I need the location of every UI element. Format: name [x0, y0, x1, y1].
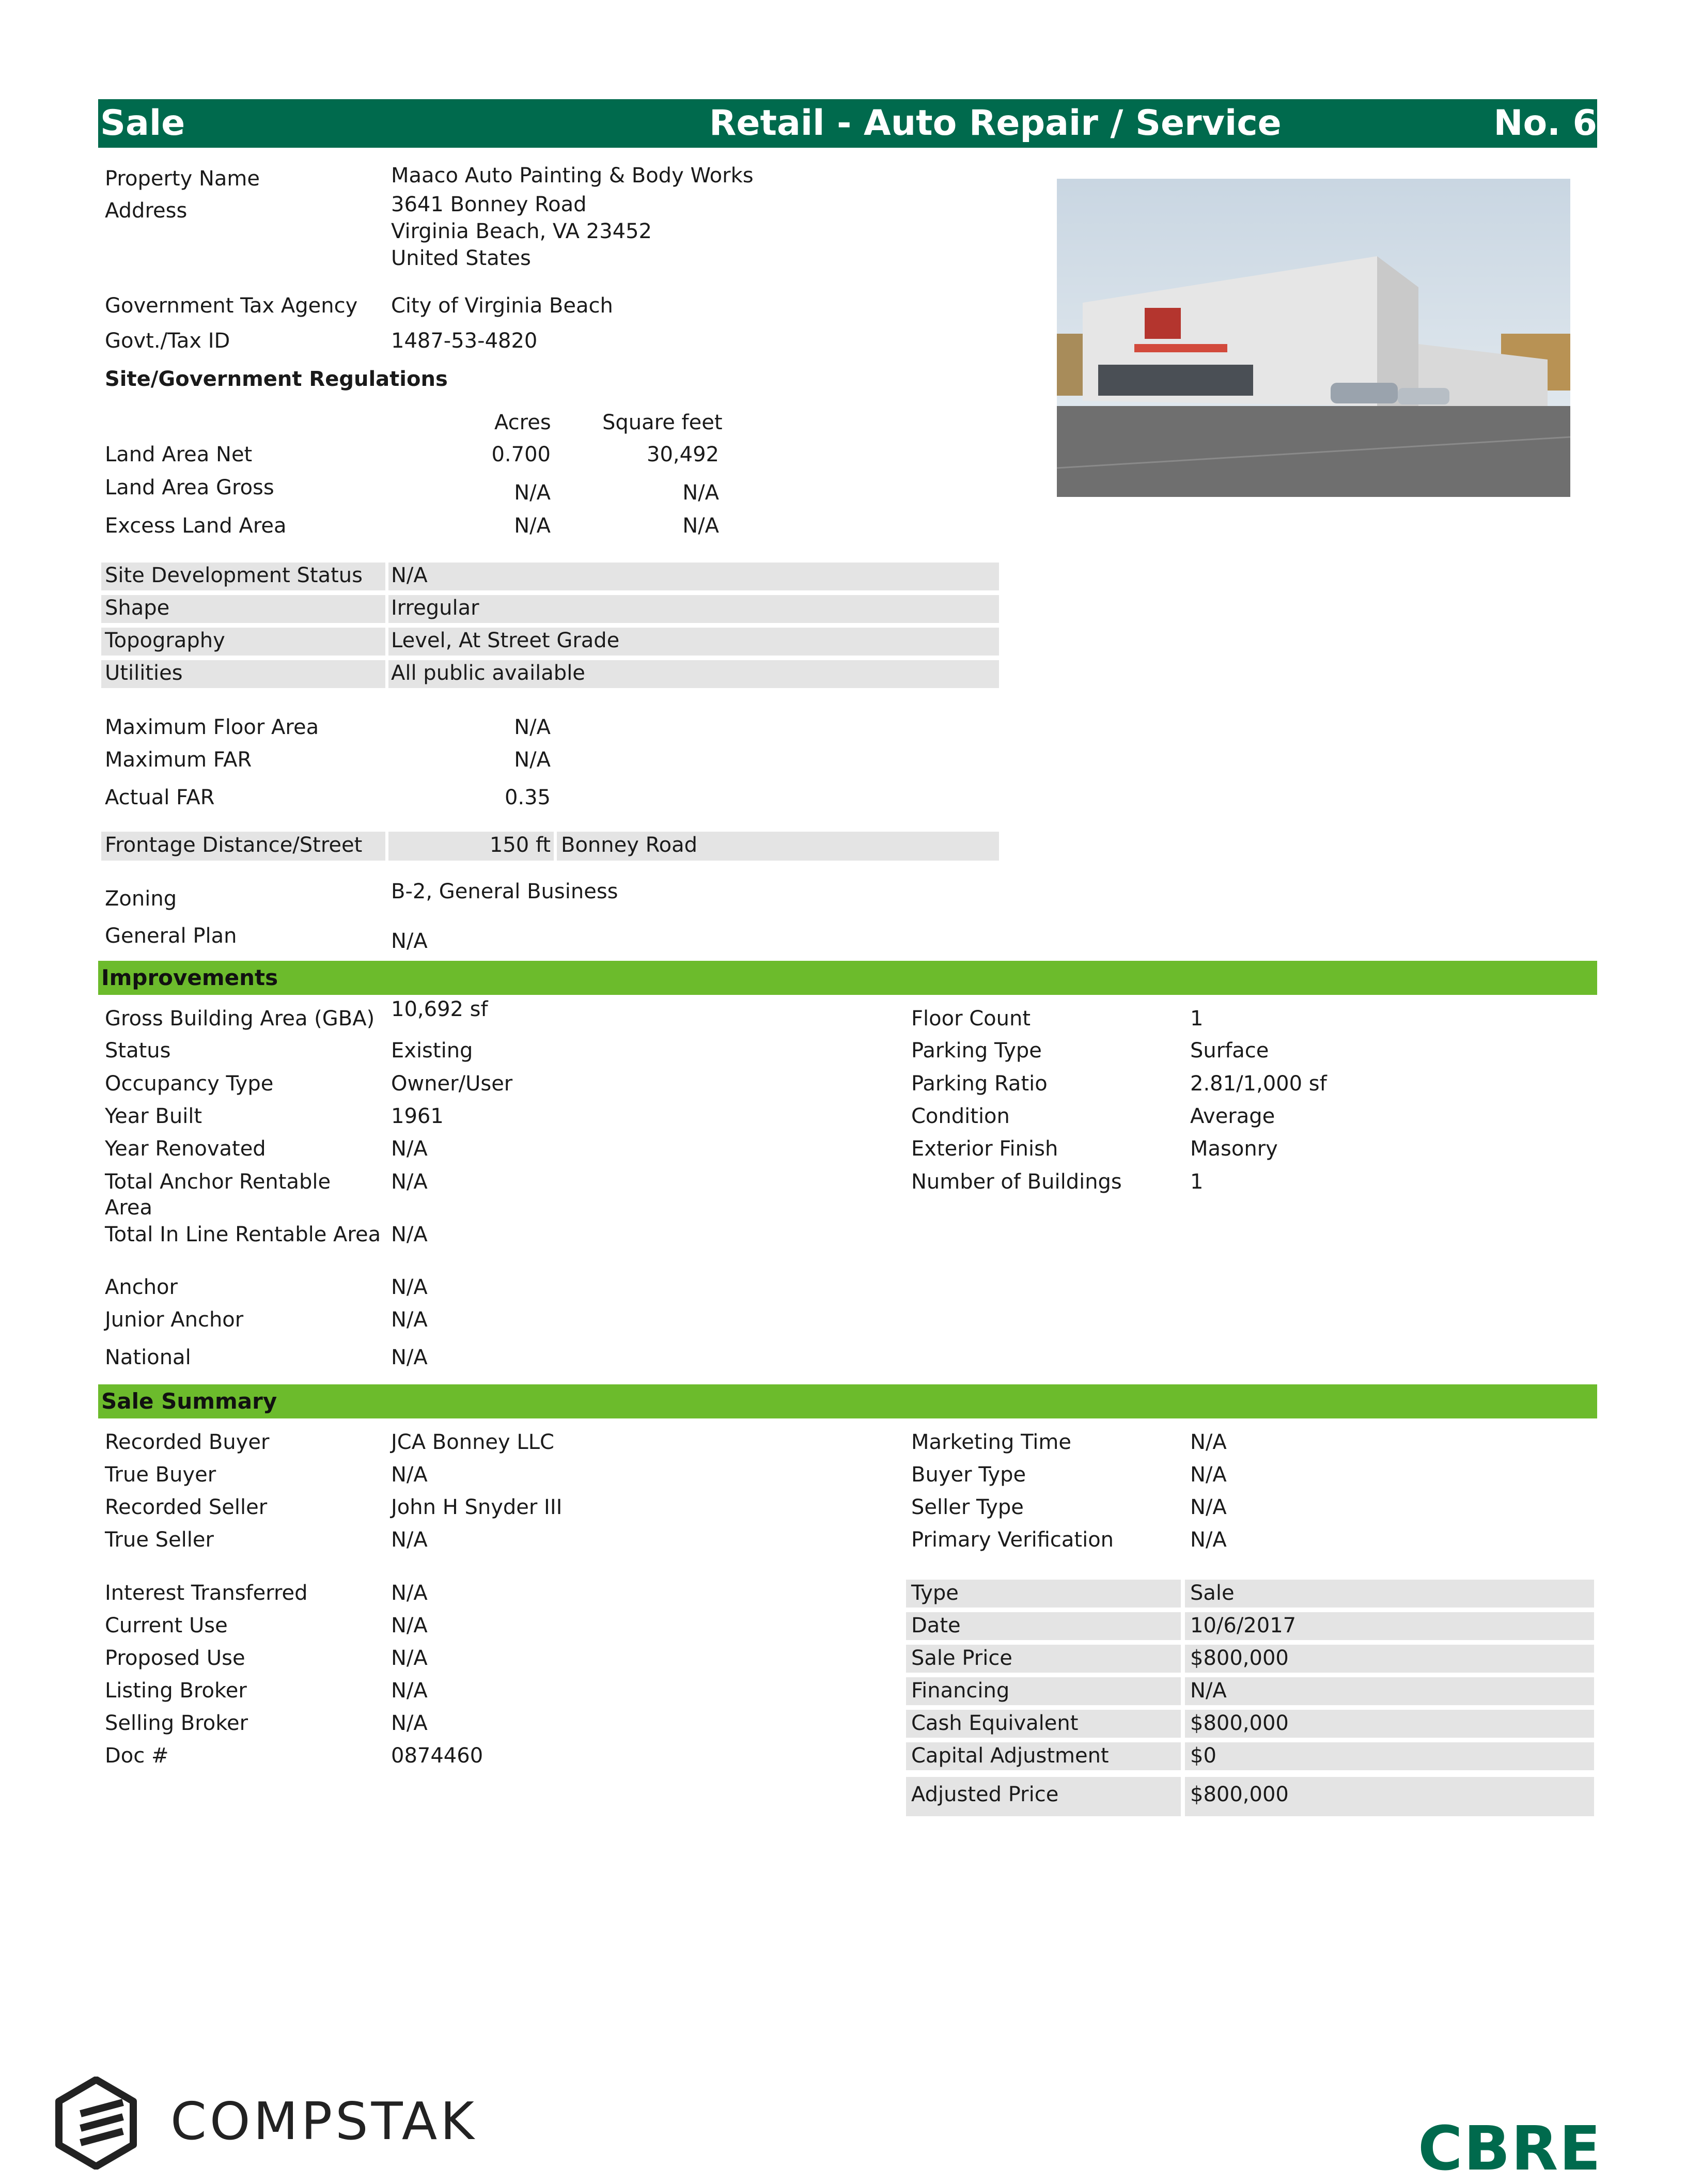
frontage-value: 150 ft [489, 833, 551, 857]
zoning-label: Zoning [105, 887, 177, 911]
improvement-value: 10,692 sf [391, 997, 488, 1021]
land-label: Land Area Net [105, 443, 253, 466]
improvement-value: 2.81/1,000 sf [1190, 1072, 1327, 1096]
transaction-label: Financing [911, 1679, 1010, 1703]
sale-label: Buyer Type [911, 1463, 1026, 1487]
improvement-label: Occupancy Type [105, 1072, 274, 1096]
improvement-value: N/A [391, 1170, 428, 1194]
improvement-value: N/A [391, 1346, 428, 1369]
sale-value: N/A [1190, 1430, 1227, 1454]
header-number: No. 6 [1493, 103, 1597, 144]
improvement-value: Average [1190, 1104, 1275, 1128]
improvement-label: Total Anchor Rentable [105, 1170, 331, 1194]
improvement-value: Masonry [1190, 1137, 1278, 1161]
sale-value: N/A [1190, 1463, 1227, 1487]
improvement-label: National [105, 1346, 191, 1369]
land-sqft: N/A [682, 481, 719, 505]
improvement-value: Owner/User [391, 1072, 513, 1096]
transaction-value: 10/6/2017 [1190, 1614, 1297, 1637]
sale-value: N/A [391, 1528, 428, 1552]
gray-cell [1185, 1677, 1594, 1705]
tax-id: 1487-53-4820 [391, 329, 538, 353]
dev-label: Utilities [105, 661, 183, 685]
improvement-label: Number of Buildings [911, 1170, 1122, 1194]
transaction-value: N/A [1190, 1679, 1227, 1703]
dev-label: Site Development Status [105, 564, 363, 587]
improvement-value: Surface [1190, 1039, 1269, 1063]
improvement-label: Exterior Finish [911, 1137, 1058, 1161]
gray-cell [388, 595, 999, 623]
gray-cell [388, 563, 999, 590]
cbre-logo: CBRE [1418, 2113, 1602, 2184]
improvement-label: Total In Line Rentable Area [105, 1223, 381, 1246]
col-acres: Acres [494, 411, 551, 434]
land-label: Land Area Gross [105, 476, 274, 500]
address-line1: 3641 Bonney Road [391, 193, 587, 216]
improvement-label: Anchor [105, 1275, 178, 1299]
improvements-section [98, 961, 1597, 995]
dev-value: N/A [391, 564, 428, 587]
tax-agency-label: Government Tax Agency [105, 294, 358, 318]
improvement-label-cont: Area [105, 1196, 153, 1220]
address-line3: United States [391, 246, 531, 270]
sale-value: John H Snyder III [391, 1495, 563, 1519]
sale-value: N/A [391, 1463, 428, 1487]
land-acres: 0.700 [491, 443, 551, 466]
tax-agency: City of Virginia Beach [391, 294, 613, 318]
improvement-value: N/A [391, 1308, 428, 1332]
improvement-label: Parking Ratio [911, 1072, 1048, 1096]
sale-label: Marketing Time [911, 1430, 1071, 1454]
frontage-label: Frontage Distance/Street [105, 833, 363, 857]
sale-value: N/A [391, 1581, 428, 1605]
improvements-title: Improvements [101, 965, 278, 990]
dev-value: Irregular [391, 596, 479, 620]
improvement-label: Gross Building Area (GBA) [105, 1007, 375, 1031]
col-sqft: Square feet [602, 411, 723, 434]
land-acres: N/A [514, 514, 551, 538]
header-property-type: Retail - Auto Repair / Service [709, 103, 1282, 144]
improvement-label: Floor Count [911, 1007, 1031, 1031]
improvement-label: Parking Type [911, 1039, 1042, 1063]
transaction-label: Capital Adjustment [911, 1744, 1109, 1768]
zoning-value: B-2, General Business [391, 880, 618, 903]
address-label: Address [105, 199, 188, 223]
frontage-street: Bonney Road [561, 833, 697, 857]
improvement-value: 1961 [391, 1104, 444, 1128]
improvement-value: 1 [1190, 1007, 1204, 1031]
land-acres: N/A [514, 481, 551, 505]
land-label: Excess Land Area [105, 514, 287, 538]
compstak-logo-icon [55, 2077, 137, 2172]
transaction-value: $800,000 [1190, 1711, 1289, 1735]
transaction-value: $800,000 [1190, 1646, 1289, 1670]
improvement-label: Status [105, 1039, 171, 1063]
land-sqft: N/A [682, 514, 719, 538]
transaction-label: Cash Equivalent [911, 1711, 1079, 1735]
improvement-value: N/A [391, 1275, 428, 1299]
improvement-value: 1 [1190, 1170, 1204, 1194]
improvement-label: Year Renovated [105, 1137, 266, 1161]
far-label: Maximum FAR [105, 748, 252, 772]
improvement-value: N/A [391, 1223, 428, 1246]
site-section-title: Site/Government Regulations [105, 367, 448, 391]
sale-label: True Buyer [105, 1463, 216, 1487]
sale-label: True Seller [105, 1528, 214, 1552]
dev-label: Topography [105, 629, 225, 652]
dev-label: Shape [105, 596, 170, 620]
sale-label: Primary Verification [911, 1528, 1114, 1552]
tax-id-label: Govt./Tax ID [105, 329, 230, 353]
property-photo [1057, 179, 1570, 497]
improvement-label: Year Built [105, 1104, 202, 1128]
report-header [98, 99, 1597, 148]
land-sqft: 30,492 [647, 443, 719, 466]
compstak-wordmark: COMPSTAK [170, 2091, 477, 2151]
transaction-label: Date [911, 1614, 961, 1637]
sale-label: Proposed Use [105, 1646, 245, 1670]
far-label: Actual FAR [105, 786, 215, 809]
dev-value: Level, At Street Grade [391, 629, 620, 652]
header-sale: Sale [100, 103, 185, 144]
transaction-label: Adjusted Price [911, 1783, 1059, 1806]
far-value: 0.35 [504, 786, 551, 809]
sale-value: N/A [391, 1711, 428, 1735]
sale-label: Current Use [105, 1614, 228, 1637]
sale-label: Listing Broker [105, 1679, 247, 1703]
gray-cell [1185, 1742, 1594, 1770]
address-line2: Virginia Beach, VA 23452 [391, 220, 652, 243]
transaction-value: $0 [1190, 1744, 1216, 1768]
transaction-value: Sale [1190, 1581, 1235, 1605]
sale-value: N/A [391, 1614, 428, 1637]
sale-label: Recorded Seller [105, 1495, 268, 1519]
sale-value: N/A [391, 1679, 428, 1703]
property-name: Maaco Auto Painting & Body Works [391, 164, 754, 188]
improvement-label: Junior Anchor [105, 1308, 244, 1332]
general-plan-label: General Plan [105, 924, 237, 948]
general-plan-value: N/A [391, 929, 428, 953]
far-value: N/A [514, 715, 551, 739]
far-value: N/A [514, 748, 551, 772]
sale-value: JCA Bonney LLC [391, 1430, 554, 1454]
sale-summary-title: Sale Summary [101, 1389, 277, 1414]
sale-value: N/A [1190, 1528, 1227, 1552]
property-name-label: Property Name [105, 167, 260, 191]
sale-value: N/A [391, 1646, 428, 1670]
improvement-value: N/A [391, 1137, 428, 1161]
sale-label: Doc # [105, 1744, 169, 1768]
sale-label: Selling Broker [105, 1711, 248, 1735]
dev-value: All public available [391, 661, 585, 685]
improvement-value: Existing [391, 1039, 473, 1063]
sale-summary-section [98, 1384, 1597, 1418]
sale-label: Interest Transferred [105, 1581, 308, 1605]
far-label: Maximum Floor Area [105, 715, 319, 739]
gray-cell [1185, 1580, 1594, 1608]
transaction-label: Sale Price [911, 1646, 1012, 1670]
transaction-value: $800,000 [1190, 1783, 1289, 1806]
sale-value: N/A [1190, 1495, 1227, 1519]
sale-label: Seller Type [911, 1495, 1024, 1519]
transaction-label: Type [911, 1581, 959, 1605]
improvement-label: Condition [911, 1104, 1010, 1128]
sale-value: 0874460 [391, 1744, 483, 1768]
sale-label: Recorded Buyer [105, 1430, 270, 1454]
